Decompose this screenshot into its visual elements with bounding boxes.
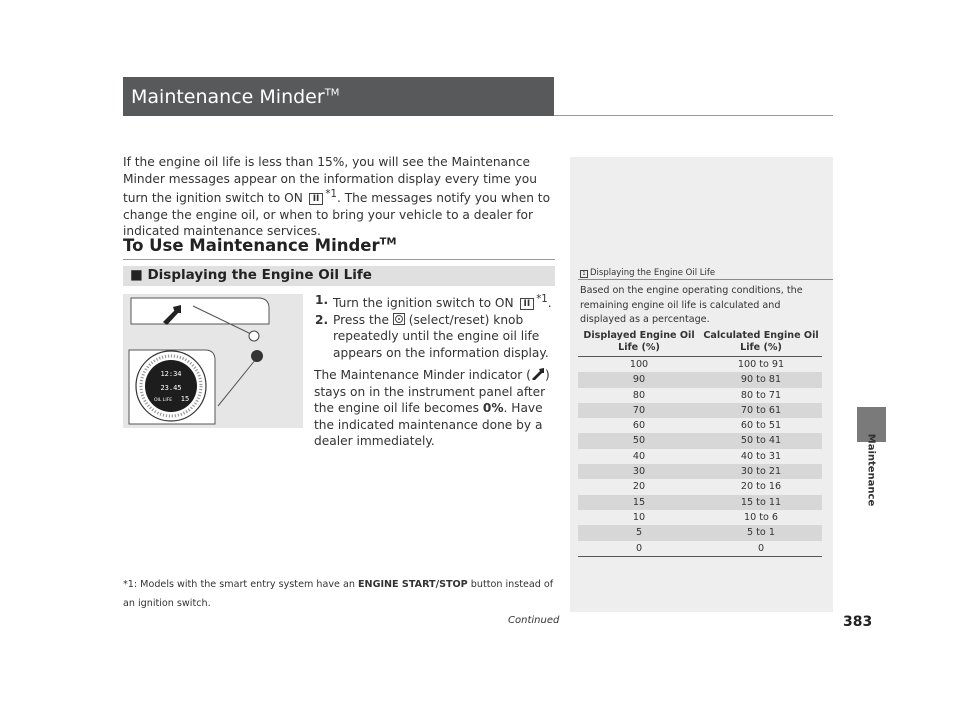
cell-calculated: 5 to 1 (700, 525, 822, 540)
cell-calculated: 80 to 71 (740, 389, 782, 401)
cell-displayed: 60 (632, 420, 646, 432)
wrench-icon (531, 368, 545, 380)
table-row (578, 510, 822, 525)
cell-calculated: 100 to 91 (737, 359, 785, 370)
steps-list (314, 292, 554, 361)
table-header-row (578, 329, 822, 357)
select-reset-knob-icon (393, 313, 405, 325)
oil-life-table (578, 329, 822, 557)
table-header-calculated: Calculated Engine Oil Life (%) (700, 329, 822, 357)
ignition-on-key-symbol: II (309, 193, 324, 205)
footnote: *1: Models with the smart entry system have an ENGINE START/STOP button instead of an ignition switch. (123, 579, 554, 609)
step-2: 2. Press the (select/reset) knob repeatedly until the engine oil life appears on the information display. (315, 312, 549, 360)
cell-displayed: 50 (578, 433, 700, 448)
table-row (578, 418, 822, 433)
cell-displayed: 70 (578, 403, 700, 418)
cell-calculated: 70 to 61 (700, 403, 822, 418)
note-text: Based on the engine operating conditions, the remaining engine oil life is calculated and displayed as a percentage. (580, 285, 803, 325)
cell-displayed: 20 (632, 481, 646, 493)
table-row (578, 388, 822, 403)
ignition-on-key-symbol: II (520, 298, 535, 310)
table-row (578, 525, 822, 540)
cell-calculated: 60 to 51 (740, 420, 782, 432)
table-header-displayed: Displayed Engine Oil Life (%) (578, 329, 700, 357)
cell-calculated: 10 to 6 (743, 511, 779, 523)
cell-displayed: 90 (578, 372, 700, 387)
table-row (578, 464, 822, 479)
table-row (578, 372, 822, 387)
cell-calculated: 0 (700, 541, 822, 557)
cell-calculated: 15 to 11 (700, 495, 822, 510)
step-1: 1. Turn the ignition switch to ON II $^{*1}$. (315, 293, 552, 311)
table-row (578, 479, 822, 494)
cell-calculated: 90 to 81 (700, 372, 822, 387)
cell-displayed: 0 (578, 541, 700, 557)
section-rule (123, 259, 555, 260)
display-oil-life-value: 15 (180, 395, 190, 403)
indicator-paragraph: The Maintenance Minder indicator ( ) stays on in the instrument panel after the engine oil life becomes 0%. Have the indicated maintenance done by a dealer immediately. (314, 368, 550, 448)
cell-displayed: 15 (578, 495, 700, 510)
display-odometer: 23.45 (160, 384, 182, 392)
table-row (578, 403, 822, 418)
note-ref-icon: 1 (580, 270, 588, 278)
table-row (578, 357, 822, 373)
cell-displayed: 10 (632, 511, 646, 523)
note-heading: 1 Displaying the Engine Oil Life (580, 268, 715, 278)
page-number: 383 (843, 614, 873, 630)
table-row (578, 495, 822, 510)
table-row (578, 541, 822, 557)
title-rule (554, 115, 833, 116)
note-rule (578, 279, 833, 280)
callout-marker-filled-icon (251, 350, 263, 362)
table-row (578, 449, 822, 464)
display-clock: 12:34 (160, 370, 182, 378)
cell-calculated: 20 to 16 (740, 481, 782, 493)
section-title: To Use Maintenance Minder™ (123, 236, 397, 255)
instrument-panel-illustration (123, 294, 303, 428)
instrument-panel-figure (123, 294, 303, 428)
callout-marker-open-icon (249, 331, 259, 341)
cell-calculated: 50 to 41 (700, 433, 822, 448)
cell-displayed: 30 (578, 464, 700, 479)
cell-displayed: 5 (578, 525, 700, 540)
subsection-title: ■ Displaying the Engine Oil Life (130, 267, 372, 283)
chapter-tab-label: Maintenance (865, 433, 877, 507)
cell-calculated: 40 to 31 (740, 450, 782, 462)
cell-displayed: 80 (632, 389, 646, 401)
table-row (578, 433, 822, 448)
cell-calculated: 30 to 21 (700, 464, 822, 479)
display-oil-life-label: OIL LIFE (154, 398, 173, 403)
cell-displayed: 40 (632, 450, 646, 462)
continued-label: Continued (508, 615, 560, 626)
page-title: Maintenance Minder™ (131, 86, 340, 108)
intro-paragraph: If the engine oil life is less than 15%, you will see the Maintenance Minder messages appear on the information display every time you turn the ignition switch to ON II $^{*1}$. The messages notify you when to change the engine oil, or when to bring your vehicle to a dealer for indicated maintenance services. (123, 155, 551, 239)
cell-displayed: 100 (629, 359, 649, 370)
